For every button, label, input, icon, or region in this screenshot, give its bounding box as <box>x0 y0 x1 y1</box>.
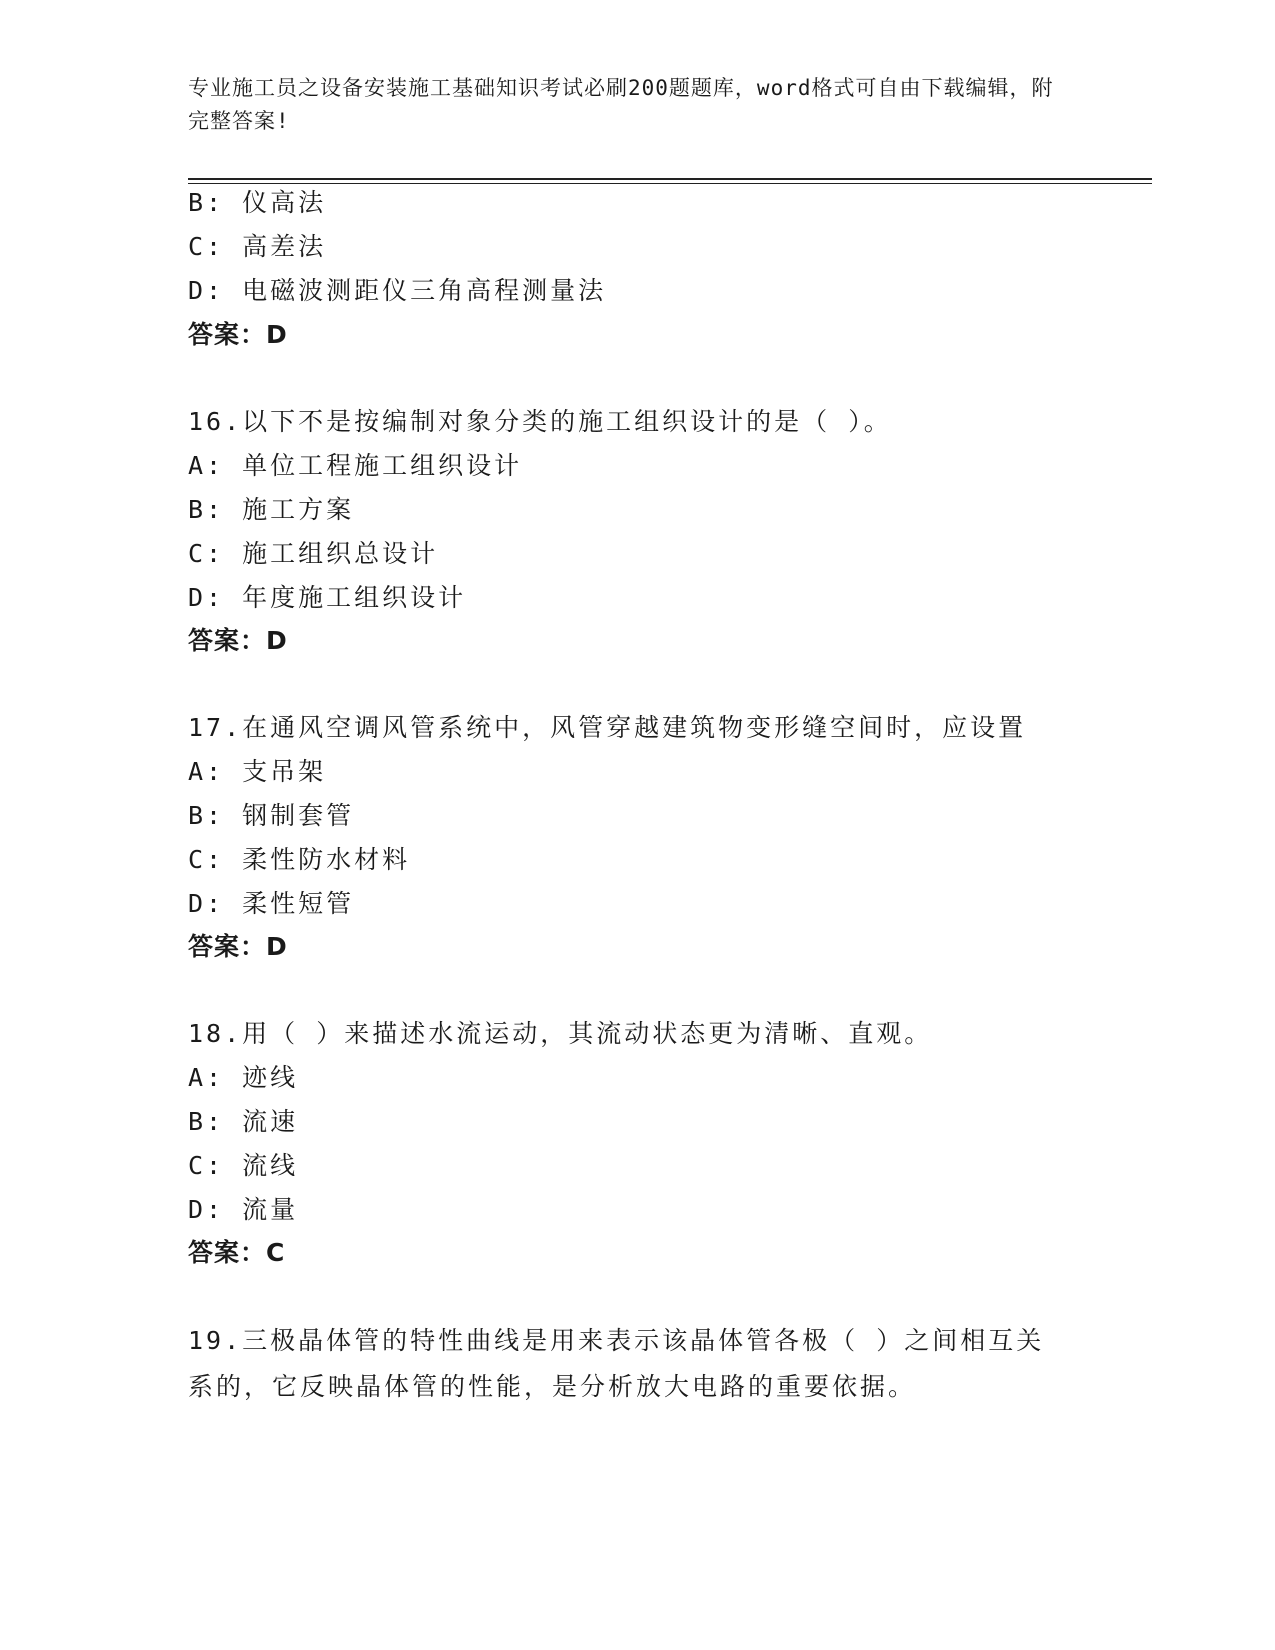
q18-option-b: B: 流速 <box>188 1107 299 1136</box>
q17-option-c: C: 柔性防水材料 <box>188 845 411 874</box>
q15-answer: 答案：D <box>188 320 288 349</box>
q15-option-b: B: 仪高法 <box>188 188 327 217</box>
q17-option-d: D: 柔性短管 <box>188 889 355 918</box>
q16-option-b: B: 施工方案 <box>188 495 355 524</box>
q17-option-a: A: 支吊架 <box>188 757 327 786</box>
q18-option-c: C: 流线 <box>188 1151 299 1180</box>
q18-option-d: D: 流量 <box>188 1195 299 1224</box>
q18-option-a: A: 迹线 <box>188 1063 299 1092</box>
header-divider-thick <box>188 178 1152 180</box>
q16-option-d: D: 年度施工组织设计 <box>188 583 467 612</box>
q16-option-c: C: 施工组织总设计 <box>188 539 439 568</box>
q16-option-a: A: 单位工程施工组织设计 <box>188 451 523 480</box>
document-header: 专业施工员之设备安装施工基础知识考试必刷200题题库，word格式可自由下载编辑，附完整答案! <box>188 76 1054 133</box>
q15-option-c: C: 高差法 <box>188 232 327 261</box>
q19-question: 19.三极晶体管的特性曲线是用来表示该晶体管各极（ ）之间相互关系的，它反映晶体管的性能，是分析放大电路的重要依据。 <box>188 1326 1045 1401</box>
q15-option-d: D: 电磁波测距仪三角高程测量法 <box>188 276 607 305</box>
q18-question: 18.用（ ）来描述水流运动，其流动状态更为清晰、直观。 <box>188 1019 933 1048</box>
q18-answer: 答案：C <box>188 1238 286 1267</box>
q16-question: 16.以下不是按编制对象分类的施工组织设计的是（ ）。 <box>188 407 892 436</box>
q17-option-b: B: 钢制套管 <box>188 801 355 830</box>
q17-answer: 答案：D <box>188 932 288 961</box>
header-divider-thin <box>188 183 1152 184</box>
q17-question: 17.在通风空调风管系统中，风管穿越建筑物变形缝空间时，应设置 <box>188 713 1027 742</box>
q16-answer: 答案：D <box>188 626 288 655</box>
